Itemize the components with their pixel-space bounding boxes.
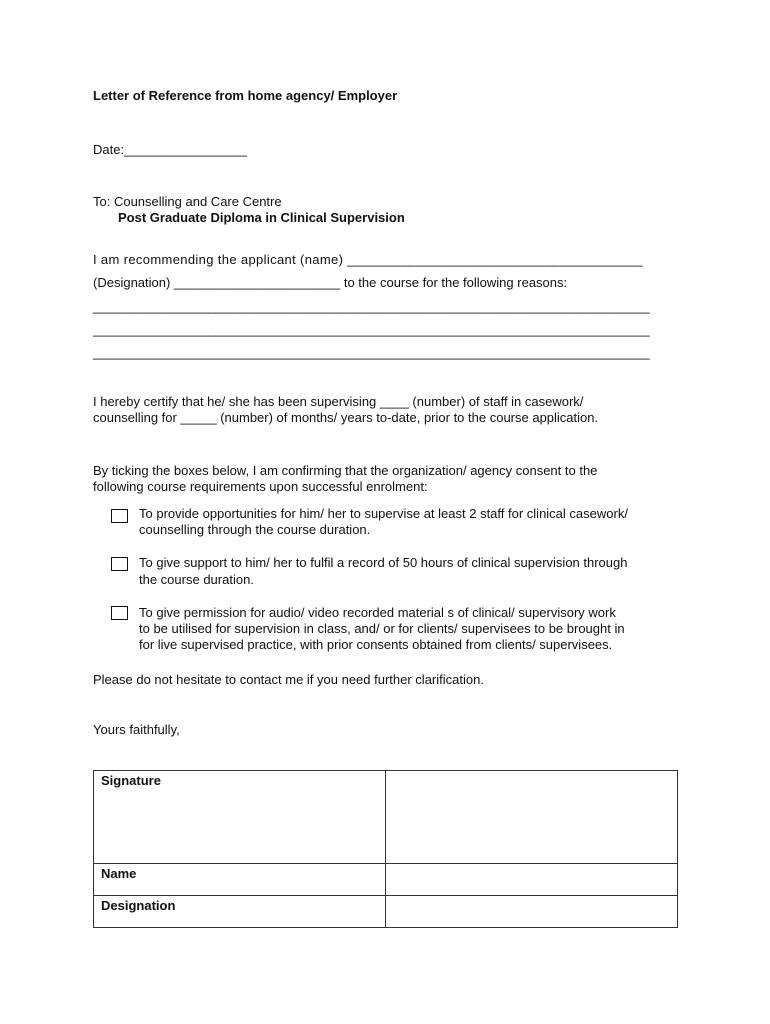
signature-table [93, 770, 678, 928]
certify-text: counselling for _____ (number) of months/ years to-date, prior to the course application. [93, 410, 599, 425]
letter-heading: Letter of Reference from home agency/ Employer [93, 88, 398, 103]
closing-text: Yours faithfully, [93, 722, 180, 737]
reason-line[interactable]: _____________________________________________________________________________ [93, 322, 650, 337]
signature-field[interactable] [386, 771, 678, 864]
name-field[interactable] [386, 864, 678, 896]
consent-checkbox-3[interactable] [111, 606, 128, 620]
contact-text: Please do not hesitate to contact me if you need further clarification. [93, 672, 484, 687]
recipient-line: To: Counselling and Care Centre [93, 194, 282, 209]
consent-checkbox-2[interactable] [111, 557, 128, 571]
reason-line[interactable]: _____________________________________________________________________________ [93, 345, 650, 360]
checkbox-item-text: To provide opportunities for him/ her to supervise at least 2 staff for clinical casework/ [139, 506, 628, 521]
certify-text: I hereby certify that he/ she has been supervising ____ (number) of staff in casework/ [93, 394, 584, 409]
signature-label: Signature [94, 771, 386, 864]
checkbox-item-text: To give permission for audio/ video recorded material s of clinical/ supervisory work [139, 605, 616, 620]
checkbox-item-text: To give support to him/ her to fulfil a record of 50 hours of clinical supervision through [139, 555, 628, 570]
reason-line[interactable]: _____________________________________________________________________________ [93, 299, 650, 314]
checkbox-item-text: the course duration. [139, 572, 254, 587]
consent-checkbox-1[interactable] [111, 509, 128, 523]
course-title: Post Graduate Diploma in Clinical Supervision [118, 210, 405, 225]
ticking-instruction: By ticking the boxes below, I am confirming that the organization/ agency consent to the [93, 463, 598, 478]
ticking-instruction: following course requirements upon successful enrolment: [93, 479, 428, 494]
checkbox-item-text: counselling through the course duration. [139, 522, 371, 537]
date-field[interactable]: Date:_________________ [93, 142, 247, 157]
designation-label: Designation [94, 896, 386, 928]
checkbox-item-text: for live supervised practice, with prior consents obtained from clients/ supervisees. [139, 637, 613, 652]
designation-field[interactable]: (Designation) _______________________ to the course for the following reasons: [93, 275, 568, 290]
name-label: Name [94, 864, 386, 896]
applicant-name-field[interactable]: I am recommending the applicant (name) _______________________________________ [93, 252, 643, 267]
designation-value-field[interactable] [386, 896, 678, 928]
checkbox-item-text: to be utilised for supervision in class, and/ or for clients/ supervisees to be brought in [139, 621, 625, 636]
